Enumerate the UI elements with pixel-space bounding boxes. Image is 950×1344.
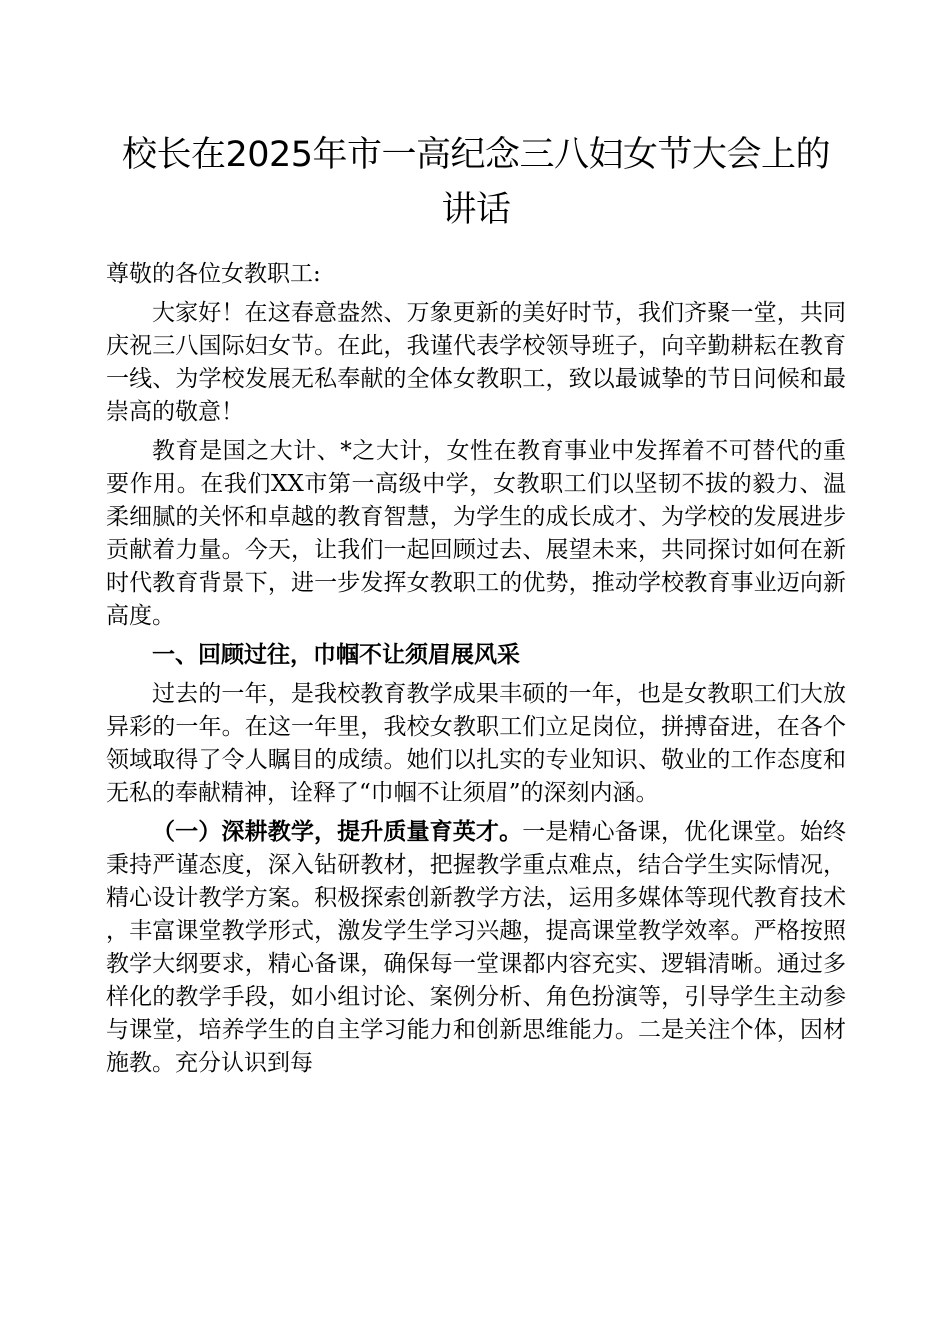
salutation: 尊敬的各位女教职工: [106, 261, 321, 287]
section-1-intro: 过去的一年，是我校教育教学成果丰硕的一年，也是女教职工们大放异彩的一年。在这一年里，我校女教职工们立足岗位，拼搏奋进，在各个领域取得了令人瞩目的成绩。她们以扎实的专业知识、敬业的工作态度和无私的奉献精神，诠释了“巾帼不让须眉”的深刻内涵。 [106, 681, 846, 806]
subsection-1-text: 一是精心备课，优化课堂。始终秉持严谨态度，深入钻研教材，把握教学重点难点，结合学生实际情况，精心设计教学方案。积极探索创新教学方法，运用多媒体等现代教育技术，丰富课堂教学形式，激发学生学习兴趣，提高课堂教学效率。严格按照教学大纲要求，精心备课，确保每一堂课都内容充实、逻辑清晰。通过多样化的教学手段，如小组讨论、案例分析、角色扮演等，引导学生主动参与课堂，培养学生的自主学习能力和创新思维能力。二是关注个体，因材施教。充分认识到每 [106, 819, 847, 1076]
subsection-1-paragraph [106, 816, 846, 1080]
subsection-heading-1: （一）深耕教学，提升质量育英才。 [152, 819, 523, 845]
document-page [106, 128, 846, 1086]
document-body [106, 258, 846, 1080]
document-title: 校长在2025年市一高纪念三八妇女节大会上的讲话 [121, 135, 831, 230]
paragraph-greeting: 大家好！在这春意盎然、万象更新的美好时节，我们齐聚一堂，共同庆祝三八国际妇女节。在此，我谨代表学校领导班子，向辛勤耕耘在教育一线、为学校发展无私奉献的全体女教职工，致以最诚挚的节日问候和最崇高的敬意！ [106, 300, 846, 425]
section-heading-1: 一、回顾过往，巾帼不让须眉展风采 [152, 642, 520, 668]
paragraph-education: 教育是国之大计、*之大计，女性在教育事业中发挥着不可替代的重要作用。在我们XX市第一高级中学，女教职工们以坚韧不拔的毅力、温柔细腻的关怀和卓越的教育智慧，为学生的成长成才、为学校的发展进步贡献着力量。今天，让我们一起回顾过去、展望未来，共同探讨如何在新时代教育背景下，进一步发挥女教职工的优势，推动学校教育事业迈向新高度。 [106, 438, 846, 629]
